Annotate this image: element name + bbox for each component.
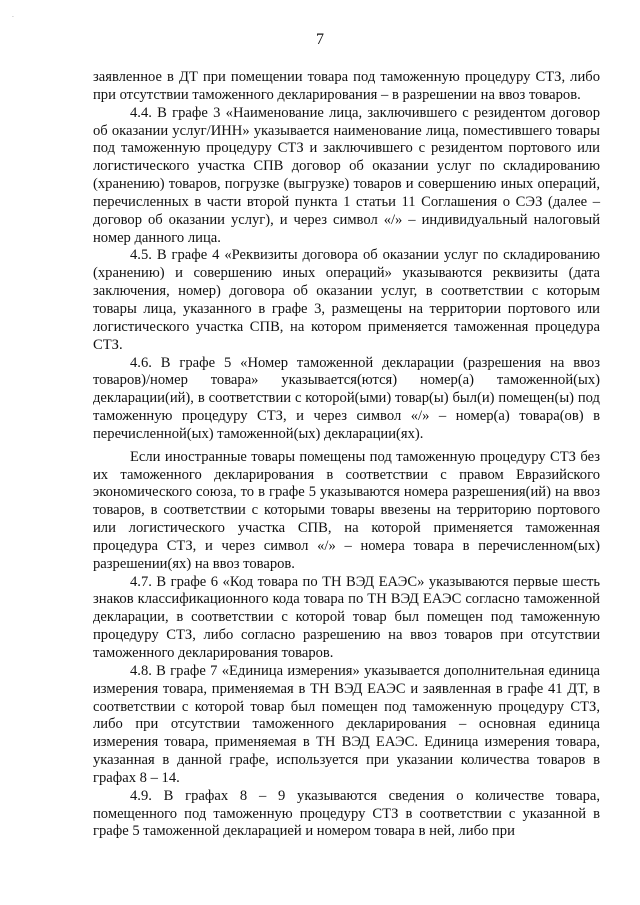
paragraph-4-6: 4.6. В графе 5 «Номер таможенной декларации (разрешения на ввоз товаров)/номер товара» указывается(ются) номер(а) таможенной(ых) декларации(ий), в соответствии с которой(ыми) товар(ы) был(и) помещен(ы) под таможенную процедуру СТЗ, и через символ «/» – номер(а) товара(ов) в перечисленной(ых) таможенной(ых) декларации(ях). [93, 354, 600, 442]
paragraph-4-9: 4.9. В графах 8 – 9 указываются сведения о количестве товара, помещенного под таможенную процедуру СТЗ в соответствии с указанной в графе 5 таможенной декларацией и номером товара в ней, либо при [93, 787, 600, 840]
paragraph-foreign-goods: Если иностранные товары помещены под таможенную процедуру СТЗ без их таможенного декларирования в соответствии с правом Евразийского экономического союза, то в графе 5 указываются номера разрешения(ий) на ввоз товаров, в соответствии с которыми товары ввезены на территорию портового или логистического участка СПВ, на которой применяется таможенная процедура СТЗ, и через символ «/» – номера товара в перечисленном(ых) разрешении(ях) на ввоз товаров. [93, 448, 600, 572]
paragraph-4-7: 4.7. В графе 6 «Код товара по ТН ВЭД ЕАЭС» указываются первые шесть знаков классификационного кода товара по ТН ВЭД ЕАЭС согласно таможенной декларации, в соответствии с которой товар был помещен под таможенную процедуру СТЗ, либо согласно разрешению на ввоз товаров при отсутствии таможенного декларирования товаров. [93, 573, 600, 661]
document-body [93, 69, 600, 841]
scan-speck: · [12, 14, 14, 21]
paragraph-4-5: 4.5. В графе 4 «Реквизиты договора об оказании услуг по складированию (хранению) и совершению иных операций» указываются реквизиты (дата заключения, номер) договора об оказании услуг, в соответствии с которым товары лица, указанного в графе 3, размещены на территории портового или логистического участка СПВ, на котором применяется таможенная процедура СТЗ. [93, 247, 600, 353]
paragraph-4-4: 4.4. В графе 3 «Наименование лица, заключившего с резидентом договор об оказании услуг/ИНН» указывается наименование лица, поместившего товары под таможенную процедуру СТЗ и заключившего с резидентом портового или логистического участка СПВ договор об оказании услуг по складированию (хранению) товаров, погрузке (выгрузке) товаров и совершению иных операций, перечисленных в части второй пункта 1 статьи 11 Соглашения о СЭЗ (далее – договор об оказании услуг), и через символ «/» – индивидуальный налоговый номер данного лица. [93, 104, 600, 246]
paragraph-continuation: заявленное в ДТ при помещении товара под таможенную процедуру СТЗ, либо при отсутствии таможенного декларирования – в разрешении на ввоз товаров. [93, 69, 600, 103]
paragraph-4-8: 4.8. В графе 7 «Единица измерения» указывается дополнительная единица измерения товара, применяемая в ТН ВЭД ЕАЭС и заявленная в графе 41 ДТ, в соответствии с которой товар был помещен под таможенную процедуру СТЗ, либо при отсутствии таможенного декларирования – основная единица измерения товара, применяемая в ТН ВЭД ЕАЭС. Единица измерения товара, указанная в данной графе, используется при указании количества товаров в графах 8 – 14. [93, 662, 600, 786]
page-number: 7 [316, 31, 324, 48]
